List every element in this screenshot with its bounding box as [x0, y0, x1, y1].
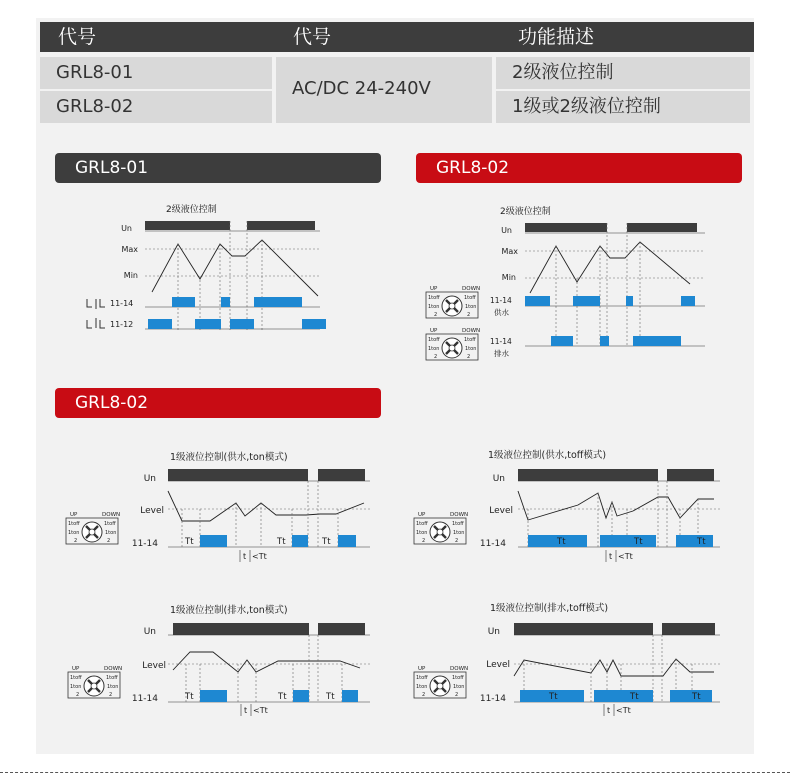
diagram-e-ch: 11-14: [131, 694, 158, 704]
diagram-b-min: Min: [501, 273, 516, 282]
diagram-c-relay-bar: [338, 535, 356, 547]
diagram-f-level: Level: [486, 660, 510, 670]
knob-r2: 1ton: [107, 684, 119, 690]
diagram-a-relay-bar: [230, 319, 254, 329]
diagram-d-un-bar: [518, 469, 658, 481]
diagram-a-relay-bar: [195, 319, 221, 329]
knob-r2: 1ton: [465, 346, 477, 352]
diagram-c-un-bar: [168, 469, 308, 481]
bottom-divider: [0, 772, 790, 773]
diagram-b-relay-bar: [626, 296, 633, 306]
knob-l2: 1ton: [428, 346, 440, 352]
knob-l1: 1toff: [70, 675, 82, 681]
diagram-e-tt: Tt: [278, 692, 287, 702]
knob-l2: 1ton: [416, 530, 428, 536]
diagram-c-tt: Tt: [185, 537, 194, 547]
diagram-d: [414, 449, 720, 562]
diagram-d-un: Un: [492, 474, 505, 484]
diagram-b-relay-bar: [551, 336, 573, 346]
diagram-a-title: 2级液位控制: [166, 205, 217, 215]
diagram-d-tt: Tt: [557, 537, 566, 547]
diagram-b-title: 2级液位控制: [500, 207, 551, 217]
diagram-a-un: Un: [121, 224, 132, 233]
knob-r1: 1toff: [464, 295, 476, 301]
knob-r3: 2: [455, 692, 459, 698]
diagram-e-title: 1级液位控制(排水,ton模式): [170, 605, 288, 616]
diagram-c-level-curve: [168, 491, 364, 521]
header-code-2: 代号: [293, 26, 332, 48]
knob-l1: 1toff: [428, 295, 440, 301]
knob-r1: 1toff: [464, 337, 476, 343]
diagram-c-level: Level: [140, 506, 164, 516]
knob-r3: 2: [455, 538, 459, 544]
diagram-c-relay-bar: [200, 535, 227, 547]
diagram-b-max: Max: [501, 247, 518, 256]
diagram-c: [66, 451, 370, 562]
knob-l2: 1ton: [428, 304, 440, 310]
diagram-e-relay-bar: [342, 690, 358, 702]
diagram-f-tt: Tt: [630, 692, 639, 702]
diagram-d-relay-bar: [600, 535, 656, 547]
diagram-d-un-bar: [667, 469, 714, 481]
knob-up-label: UP: [70, 512, 78, 518]
relay-no-icon: [87, 299, 105, 309]
knob-l3: 2: [74, 538, 78, 544]
diagram-e-un-bar: [318, 623, 365, 635]
diagram-e-level: Level: [142, 661, 166, 671]
section-bar-grl8-01: GRL8-01: [55, 153, 381, 183]
diagram-b-un-bar: [627, 223, 697, 232]
diagram-a-relay-bar: [221, 297, 230, 307]
diagram-c-un: Un: [143, 474, 156, 484]
diagram-d-level: Level: [489, 506, 513, 516]
diagram-a-ch1: 11-14: [110, 299, 134, 308]
diagram-b-relay-bar: [633, 336, 681, 346]
diagram-b-relay-bar: [573, 296, 600, 306]
knob-l3: 2: [76, 692, 80, 698]
diagram-f-title: 1级液位控制(排水,toff模式): [490, 603, 609, 614]
knob-l1: 1toff: [416, 521, 428, 527]
diagram-f-ch: 11-14: [479, 694, 506, 704]
knob-r1: 1toff: [104, 521, 116, 527]
knob-down-label: DOWN: [102, 512, 121, 518]
mode-knob-icon: [66, 512, 120, 544]
mode-knob-icon: [426, 328, 480, 360]
knob-r1: 1toff: [106, 675, 118, 681]
diagram-c-tt: Tt: [277, 537, 286, 547]
knob-l3: 2: [422, 692, 426, 698]
knob-up-label: UP: [430, 286, 438, 292]
knob-r3: 2: [109, 692, 113, 698]
diagram-f-lt: <Tt: [616, 706, 631, 715]
model-cell-2: GRL8-02: [40, 91, 272, 123]
diagram-c-title: 1级液位控制(供水,ton模式): [170, 452, 288, 463]
diagram-b-ch2: 11-14: [490, 337, 512, 346]
knob-up-label: UP: [418, 512, 426, 518]
knob-l3: 2: [434, 354, 438, 360]
model-cell-1: GRL8-01: [40, 57, 272, 89]
knob-r2: 1ton: [465, 304, 477, 310]
diagram-b: [426, 205, 705, 360]
knob-l2: 1ton: [68, 530, 80, 536]
knob-l1: 1toff: [428, 337, 440, 343]
diagram-d-title: 1级液位控制(供水,toff模式): [488, 450, 607, 461]
knob-l2: 1ton: [70, 684, 82, 690]
section-bar-grl8-02-top: GRL8-02: [416, 153, 742, 183]
section-bar-grl8-02-bottom: GRL8-02: [55, 388, 381, 418]
diagram-b-un-bar: [525, 223, 607, 232]
diagram-a-relay-bar: [254, 297, 302, 307]
mode-knob-icon: [414, 666, 468, 698]
diagram-e-level-curve: [173, 652, 360, 672]
knob-down-label: DOWN: [462, 328, 481, 334]
diagram-a-min: Min: [123, 271, 138, 280]
knob-down-label: DOWN: [450, 666, 469, 672]
diagram-a-un-bar: [247, 221, 315, 230]
diagram-c-t: t: [243, 552, 247, 561]
knob-up-label: UP: [72, 666, 80, 672]
diagram-e-relay-bar: [200, 690, 227, 702]
diagram-e-un: Un: [143, 627, 156, 637]
knob-r2: 1ton: [105, 530, 117, 536]
diagram-f-t: t: [607, 706, 611, 715]
knob-up-label: UP: [418, 666, 426, 672]
knob-down-label: DOWN: [104, 666, 123, 672]
knob-down-label: DOWN: [450, 512, 469, 518]
mode-knob-icon: [414, 512, 468, 544]
diagram-c-un-bar: [318, 469, 365, 481]
diagram-f: [414, 602, 720, 716]
diagram-e: [68, 604, 370, 716]
diagram-e-un-bar: [173, 623, 309, 635]
diagram-a: [87, 203, 326, 330]
knob-r2: 1ton: [453, 684, 465, 690]
knob-r3: 2: [107, 538, 111, 544]
knob-l3: 2: [422, 538, 426, 544]
diagram-c-tt: Tt: [322, 537, 331, 547]
diagram-e-relay-bar: [293, 690, 309, 702]
knob-r3: 2: [467, 354, 471, 360]
diagram-d-ch: 11-14: [479, 539, 506, 549]
knob-l2: 1ton: [416, 684, 428, 690]
diagram-f-un-bar: [662, 623, 715, 635]
diagram-d-t: t: [609, 552, 613, 561]
diagram-f-un-bar: [514, 623, 653, 635]
diagram-a-un-bar: [145, 221, 230, 230]
knob-l1: 1toff: [68, 521, 80, 527]
knob-r1: 1toff: [452, 675, 464, 681]
relay-nc-icon: [87, 318, 105, 328]
diagram-c-relay-bar: [292, 535, 308, 547]
mode-knob-icon: [68, 666, 122, 698]
knob-r2: 1ton: [453, 530, 465, 536]
diagram-b-level-curve: [530, 242, 690, 293]
diagram-e-lt: <Tt: [253, 706, 268, 715]
diagram-a-ch2: 11-12: [110, 320, 134, 329]
diagram-b-relay-bar: [681, 296, 695, 306]
diagram-e-tt: Tt: [326, 692, 335, 702]
diagram-c-lt: <Tt: [252, 552, 267, 561]
diagram-a-level-curve: [152, 240, 318, 296]
diagram-a-relay-bar: [302, 319, 326, 329]
function-cell-1: 2级液位控制: [496, 57, 750, 89]
header-function: 功能描述: [518, 26, 595, 48]
diagram-b-ch1: 11-14: [490, 296, 512, 305]
diagram-e-tt: Tt: [185, 692, 194, 702]
knob-up-label: UP: [430, 328, 438, 334]
function-cell-2: 1级或2级液位控制: [496, 91, 750, 123]
knob-down-label: DOWN: [462, 286, 481, 292]
knob-l3: 2: [434, 312, 438, 318]
knob-r3: 2: [467, 312, 471, 318]
diagram-b-ch2-sub: 排水: [494, 349, 509, 358]
diagram-a-relay-bar: [172, 297, 195, 307]
diagram-b-relay-bar: [525, 296, 550, 306]
header-code-1: 代号: [58, 26, 97, 48]
diagram-b-un: Un: [501, 226, 512, 235]
knob-r1: 1toff: [452, 521, 464, 527]
diagram-a-relay-bar: [148, 319, 172, 329]
diagram-b-relay-bar: [600, 336, 609, 346]
diagram-d-tt: Tt: [634, 537, 643, 547]
diagram-d-tt: Tt: [697, 537, 706, 547]
diagram-d-level-curve: [518, 491, 714, 520]
diagram-f-level-curve: [514, 659, 714, 676]
diagram-d-lt: <Tt: [618, 552, 633, 561]
diagram-b-ch1-sub: 供水: [494, 308, 509, 317]
diagram-f-un: Un: [487, 627, 500, 637]
knob-l1: 1toff: [416, 675, 428, 681]
diagram-a-max: Max: [121, 245, 138, 254]
voltage-cell: AC/DC 24-240V: [276, 57, 492, 123]
diagram-f-relay-bar: [670, 690, 712, 702]
diagram-e-t: t: [244, 706, 248, 715]
diagram-f-relay-bar: [594, 690, 653, 702]
diagram-f-tt: Tt: [549, 692, 558, 702]
diagram-f-tt: Tt: [692, 692, 701, 702]
mode-knob-icon: [426, 286, 480, 318]
diagram-c-ch: 11-14: [131, 539, 158, 549]
diagram-d-relay-bar: [676, 535, 713, 547]
